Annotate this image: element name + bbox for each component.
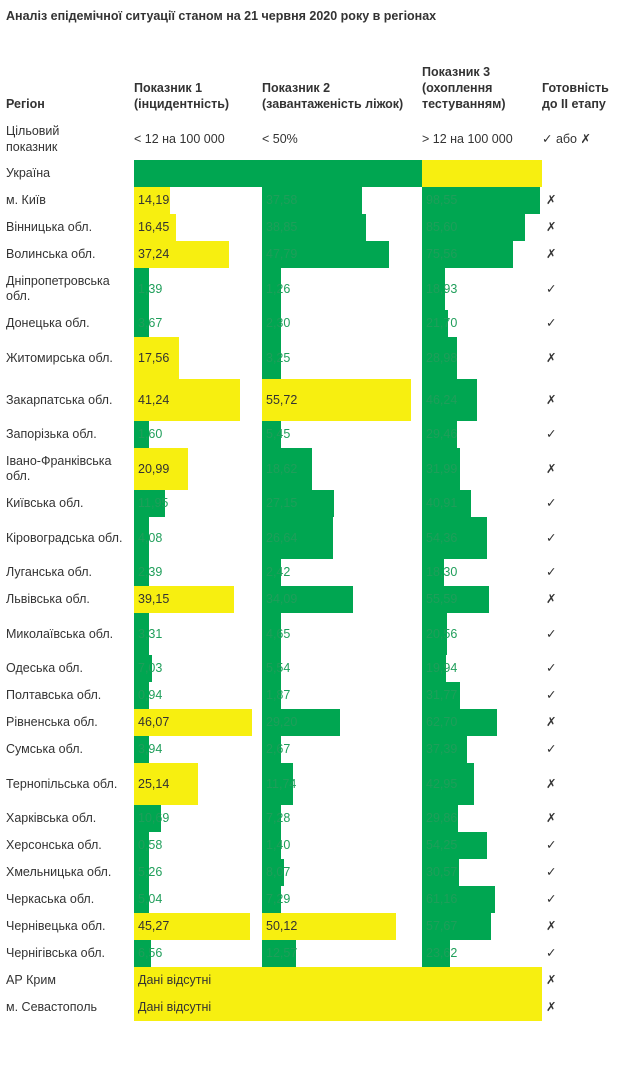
row-readiness-value: ✗: [546, 193, 557, 207]
row-indicator2-value: 4,65: [266, 626, 291, 641]
row-readiness-value: ✗: [546, 220, 557, 234]
row-indicator3-cell: [422, 805, 542, 832]
table-row: [6, 310, 626, 337]
row-indicator2-cell: [262, 268, 422, 310]
row-indicator1-value: 14,19: [138, 193, 170, 207]
row-region-label: Кіровоградська обл.: [6, 530, 123, 545]
row-readiness-value: ✓: [546, 742, 557, 756]
row-region-label: Закарпатська обл.: [6, 392, 113, 407]
row-indicator3-cell: [422, 241, 542, 268]
row-indicator1-cell: [134, 940, 262, 967]
row-readiness-value: ✓: [546, 688, 557, 702]
row-indicator1-cell: [134, 517, 262, 559]
row-indicator2-value: 1,40: [266, 838, 291, 852]
row-region-label: Запорізька обл.: [6, 427, 97, 441]
row-region-label: Житомирська обл.: [6, 350, 113, 365]
epidemic-table: [6, 64, 626, 1021]
row-readiness-value: ✗: [546, 350, 557, 365]
row-indicator3-cell: [422, 613, 542, 655]
row-indicator3-value: 40,91: [426, 496, 458, 510]
row-indicator2-value: 50,12: [266, 919, 298, 933]
row-indicator2-cell: [262, 613, 422, 655]
row-indicator1-cell: [134, 490, 262, 517]
row-indicator3-cell: [422, 859, 542, 886]
missing-data-label: Дані відсутні: [138, 1000, 212, 1014]
row-indicator1-value: 7,03: [138, 661, 163, 675]
target-label-line1: Цільовий: [6, 124, 60, 138]
row-region-label: Тернопільська обл.: [6, 776, 118, 791]
row-indicator1-cell: [134, 448, 262, 490]
row-readiness-value: ✓: [546, 661, 557, 675]
row-readiness-value: ✓: [546, 530, 557, 545]
row-indicator3-value: 85,60: [426, 220, 458, 234]
table-row: [6, 655, 626, 682]
row-indicator2-cell: [262, 682, 422, 709]
row-indicator2-cell: [262, 709, 422, 736]
row-indicator1-cell: [134, 805, 262, 832]
table-row: [6, 940, 626, 967]
row-indicator2-value: 2,67: [266, 742, 291, 756]
row-region-label: Дніпропетровська обл.: [6, 274, 110, 303]
row-indicator3-value: 62,70: [426, 715, 458, 729]
row-indicator3-cell: [422, 940, 542, 967]
row-indicator2-cell: [262, 763, 422, 805]
row-indicator3-cell: [422, 586, 542, 613]
row-readiness-value: ✓: [546, 316, 557, 330]
row-indicator1-cell: [134, 736, 262, 763]
row-indicator1-cell: [134, 310, 262, 337]
row-indicator2-cell: [262, 160, 422, 187]
row-indicator1-value: 11,95: [138, 496, 169, 510]
row-region-label: Чернівецька обл.: [6, 919, 106, 933]
row-indicator3-value: 28,98: [426, 350, 458, 365]
target-indicator2: < 50%: [262, 131, 298, 146]
row-indicator1-value: 25,14: [138, 776, 170, 791]
row-indicator1-cell: [134, 337, 262, 379]
row-indicator3-value: 37,39: [426, 742, 458, 756]
row-readiness-value: ✗: [546, 392, 557, 407]
table-rows-body: [6, 160, 626, 1021]
row-indicator3-cell: [422, 490, 542, 517]
row-indicator3-cell: [422, 736, 542, 763]
row-indicator3-cell: [422, 559, 542, 586]
row-indicator1-cell: [134, 886, 262, 913]
row-indicator1-value: 3,94: [138, 742, 163, 756]
row-indicator3-cell: [422, 268, 542, 310]
row-indicator2-value: 37,58: [266, 193, 298, 207]
row-indicator2-cell: [262, 805, 422, 832]
table-row: [6, 763, 626, 805]
row-readiness-value: ✓: [546, 626, 557, 641]
row-region-label: м. Севастополь: [6, 1000, 98, 1014]
row-indicator1-cell: [134, 268, 262, 310]
target-indicator1: < 12 на 100 000: [134, 131, 225, 146]
target-indicator3: > 12 на 100 000: [422, 131, 513, 146]
row-region-label: Україна: [6, 166, 51, 180]
row-indicator2-cell: [262, 586, 422, 613]
row-indicator3-value: 31,99: [426, 461, 458, 476]
row-indicator1-cell: [134, 682, 262, 709]
row-indicator1-value: 0,58: [138, 838, 163, 852]
row-indicator1-cell: [134, 241, 262, 268]
row-indicator2-cell: [262, 187, 422, 214]
row-indicator2-cell: [262, 337, 422, 379]
row-indicator1-cell: [134, 586, 262, 613]
row-indicator3-value: 46,24: [426, 392, 458, 407]
col-header-indicator1-line2: (інцидентність): [134, 97, 230, 111]
col-header-indicator3: [422, 64, 542, 118]
table-row: [6, 241, 626, 268]
row-readiness-value: ✗: [546, 247, 557, 261]
table-row: [6, 613, 626, 655]
row-region-label: Одеська обл.: [6, 661, 83, 675]
row-indicator3-value: 98,55: [426, 193, 458, 207]
row-region-label: м. Київ: [6, 193, 46, 207]
row-indicator3-cell: [422, 832, 542, 859]
row-indicator2-cell: [262, 517, 422, 559]
row-indicator2-value: 26,64: [266, 530, 298, 545]
row-region-label: Черкаська обл.: [6, 892, 95, 906]
row-indicator3-value: 23,62: [426, 946, 458, 960]
col-header-indicator3-line3: тестуванням): [422, 97, 506, 111]
target-row: [6, 118, 626, 160]
row-readiness-value: ✓: [546, 427, 557, 441]
row-region-label: АР Крим: [6, 973, 56, 987]
row-indicator1-value: 1,39: [138, 281, 163, 296]
row-indicator2-cell: [262, 310, 422, 337]
row-indicator1-value: 17,56: [138, 350, 170, 365]
row-indicator3-value: 29,46: [426, 427, 458, 441]
row-indicator3-cell: [422, 913, 542, 940]
row-indicator1-cell: [134, 709, 262, 736]
row-indicator1-value: 2,39: [138, 565, 163, 579]
row-indicator1-value: 6,56: [138, 946, 163, 960]
page-title: Аналіз епідемічної ситуації станом на 21 червня 2020 року в регіонах: [6, 9, 437, 23]
row-readiness-value: ✓: [546, 892, 557, 906]
table-row: [6, 832, 626, 859]
row-indicator2-value: 11,74: [266, 776, 297, 791]
row-indicator3-cell: [422, 214, 542, 241]
row-indicator2-cell: [262, 736, 422, 763]
table-row: [6, 967, 626, 994]
row-indicator2-cell: [262, 559, 422, 586]
col-header-readiness-line1: Готовність: [542, 81, 609, 95]
row-region-label: Волинська обл.: [6, 247, 96, 261]
bar-yellow: [422, 160, 542, 187]
row-indicator2-cell: [262, 886, 422, 913]
col-header-indicator2-line1: Показник 2: [262, 81, 331, 95]
row-indicator3-value: 42,95: [426, 776, 458, 791]
row-indicator1-cell: [134, 655, 262, 682]
row-indicator1-value: 5,26: [138, 865, 163, 879]
row-indicator3-value: 30,57: [426, 865, 458, 879]
col-header-readiness: [542, 64, 626, 118]
target-label-line2: показник: [6, 140, 58, 154]
row-readiness-value: ✗: [546, 776, 557, 791]
table-row: [6, 805, 626, 832]
table-row: [6, 682, 626, 709]
row-indicator3-cell: [422, 655, 542, 682]
col-header-readiness-line2: до II етапу: [542, 97, 606, 111]
row-indicator2-cell: [262, 241, 422, 268]
bar-green: [134, 160, 262, 187]
row-indicator3-cell: [422, 886, 542, 913]
table-row: [6, 337, 626, 379]
col-header-indicator3-line1: Показник 3: [422, 65, 491, 79]
row-indicator2-cell: [262, 859, 422, 886]
row-readiness-value: [542, 160, 626, 187]
row-indicator3-value: 54,36: [426, 530, 458, 545]
table-row: [6, 421, 626, 448]
row-indicator1-cell: [134, 832, 262, 859]
row-readiness-value: ✓: [546, 865, 557, 879]
col-header-indicator2-line2: (завантаженість ліжок): [262, 97, 404, 111]
row-indicator1-value: 0,94: [138, 688, 163, 702]
row-indicator3-value: 54,25: [426, 838, 458, 852]
table-row: [6, 268, 626, 310]
row-indicator2-value: 27,15: [266, 496, 298, 510]
table-row: [6, 490, 626, 517]
table-row: [6, 736, 626, 763]
row-indicator2-value: 8,07: [266, 865, 291, 879]
row-indicator1-cell: [134, 559, 262, 586]
row-readiness-value: ✓: [546, 946, 557, 960]
table-row: [6, 379, 626, 421]
row-indicator1-cell: [134, 379, 262, 421]
row-readiness-value: ✓: [546, 281, 557, 296]
row-region-label: Львівська обл.: [6, 592, 90, 606]
row-indicator1-cell: [134, 160, 262, 187]
row-readiness-value: ✓: [546, 838, 557, 852]
table-row: [6, 559, 626, 586]
row-indicator1-cell: [134, 421, 262, 448]
row-indicator2-value: 7,29: [266, 892, 291, 906]
row-readiness-value: ✓: [546, 496, 557, 510]
target-readiness: ✓ або ✗: [542, 131, 591, 146]
row-missing-data: [134, 967, 542, 994]
row-region-label: Сумська обл.: [6, 742, 83, 756]
row-indicator3-cell: [422, 763, 542, 805]
row-indicator2-value: 1,26: [266, 281, 291, 296]
row-indicator2-cell: [262, 913, 422, 940]
row-region-label: Херсонська обл.: [6, 838, 102, 852]
row-indicator1-cell: [134, 913, 262, 940]
row-indicator3-value: 31,77: [426, 688, 458, 702]
row-indicator1-cell: [134, 859, 262, 886]
row-indicator2-cell: [262, 421, 422, 448]
row-region-label: Івано-Франківська обл.: [6, 454, 112, 483]
target-row-label: [6, 118, 134, 160]
row-indicator1-value: 20,99: [138, 461, 170, 476]
row-indicator2-value: 2,30: [266, 316, 291, 330]
row-indicator1-value: 3,67: [138, 316, 163, 330]
row-indicator2-value: 5,54: [266, 661, 291, 675]
row-indicator3-value: 61,16: [426, 892, 458, 906]
col-header-indicator1: [134, 64, 262, 118]
table-header: [6, 64, 626, 118]
bar-green: [262, 160, 422, 187]
row-indicator2-value: 18,62: [266, 461, 298, 476]
row-indicator2-value: 1,87: [266, 688, 291, 702]
row-region-label: Луганська обл.: [6, 565, 92, 579]
table-row: [6, 709, 626, 736]
row-indicator1-value: 45,27: [138, 919, 170, 933]
row-indicator1-value: 4,08: [138, 530, 163, 545]
row-indicator2-value: 38,85: [266, 220, 298, 234]
row-readiness-value: ✗: [546, 973, 557, 987]
row-region-label: Донецька обл.: [6, 316, 90, 330]
row-indicator2-value: 55,72: [266, 392, 298, 407]
row-indicator3-cell: [422, 448, 542, 490]
row-indicator2-value: 5,45: [266, 427, 291, 441]
row-indicator1-value: 5,04: [138, 892, 163, 906]
col-header-indicator3-line2: (охоплення: [422, 81, 493, 95]
row-indicator2-value: 29,20: [266, 715, 298, 729]
row-readiness-value: ✗: [546, 461, 557, 476]
row-indicator1-cell: [134, 763, 262, 805]
table-row: [6, 913, 626, 940]
row-indicator1-value: 37,24: [138, 247, 170, 261]
row-indicator3-value: 19,94: [426, 661, 458, 675]
row-region-label: Чернігівська обл.: [6, 946, 105, 960]
table-row: [6, 187, 626, 214]
row-readiness-value: ✗: [546, 811, 557, 825]
row-readiness-value: ✗: [546, 592, 557, 606]
row-indicator2-cell: [262, 379, 422, 421]
row-indicator3-cell: [422, 517, 542, 559]
row-readiness-value: ✓: [546, 565, 557, 579]
row-indicator3-value: 20,56: [426, 626, 458, 641]
row-missing-data: [134, 994, 542, 1021]
row-indicator1-value: 41,24: [138, 392, 170, 407]
row-indicator2-value: 47,79: [266, 247, 298, 261]
table-body: [6, 118, 626, 160]
row-indicator2-cell: [262, 490, 422, 517]
row-indicator2-cell: [262, 832, 422, 859]
row-indicator3-value: 55,59: [426, 592, 458, 606]
row-readiness-value: ✗: [546, 919, 557, 933]
row-indicator3-value: 18,93: [426, 281, 458, 296]
row-indicator2-cell: [262, 448, 422, 490]
header-row: [6, 64, 626, 118]
row-indicator1-cell: [134, 214, 262, 241]
row-indicator1-value: 1,60: [138, 427, 163, 441]
row-indicator1-value: 16,45: [138, 220, 170, 234]
table-row: [6, 448, 626, 490]
col-header-region: [6, 64, 134, 118]
row-region-label: Харківська обл.: [6, 811, 97, 825]
table-row: [6, 859, 626, 886]
row-indicator3-cell: [422, 709, 542, 736]
table-row: [6, 586, 626, 613]
row-readiness-value: ✗: [546, 715, 557, 729]
row-indicator1-cell: [134, 613, 262, 655]
row-indicator3-cell: [422, 379, 542, 421]
row-indicator2-value: 7,28: [266, 811, 291, 825]
row-indicator2-value: 12,57: [266, 946, 298, 960]
table-row: [6, 886, 626, 913]
row-indicator3-cell: [422, 337, 542, 379]
row-indicator3-value: 21,70: [426, 316, 458, 330]
row-indicator2-value: 34,09: [266, 592, 298, 606]
row-region-label: Миколаївська обл.: [6, 626, 114, 641]
row-indicator2-cell: [262, 940, 422, 967]
row-indicator2-value: 3,25: [266, 350, 291, 365]
col-header-indicator2: [262, 64, 422, 118]
row-indicator1-cell: [134, 187, 262, 214]
row-indicator3-value: 75,56: [426, 247, 458, 261]
row-indicator3-cell: [422, 682, 542, 709]
row-indicator2-cell: [262, 655, 422, 682]
row-indicator2-value: 2,42: [266, 565, 291, 579]
table-row: [6, 517, 626, 559]
row-indicator3-value: 57,67: [426, 919, 458, 933]
row-indicator1-value: 46,07: [138, 715, 170, 729]
row-indicator3-value: 18,30: [426, 565, 458, 579]
row-indicator3-cell: [422, 421, 542, 448]
row-region-label: Полтавська обл.: [6, 688, 102, 702]
row-indicator1-value: 10,69: [138, 811, 170, 825]
row-region-label: Хмельницька обл.: [6, 865, 112, 879]
missing-data-label: Дані відсутні: [138, 973, 212, 987]
row-indicator1-value: 3,31: [138, 626, 163, 641]
row-indicator1-value: 39,15: [138, 592, 170, 606]
row-indicator2-cell: [262, 214, 422, 241]
row-region-label: Вінницька обл.: [6, 220, 93, 234]
table-row: [6, 994, 626, 1021]
row-region-label: Рівненська обл.: [6, 715, 98, 729]
row-indicator3-cell: [422, 160, 542, 187]
col-header-indicator1-line1: Показник 1: [134, 81, 203, 95]
table-row: [6, 160, 626, 187]
row-readiness-value: ✗: [546, 1000, 557, 1014]
table-row: [6, 214, 626, 241]
row-indicator3-cell: [422, 310, 542, 337]
row-indicator3-value: 29,86: [426, 811, 458, 825]
row-region-label: Київська обл.: [6, 496, 84, 510]
row-indicator3-cell: [422, 187, 542, 214]
col-header-region-label: Регіон: [6, 97, 45, 111]
